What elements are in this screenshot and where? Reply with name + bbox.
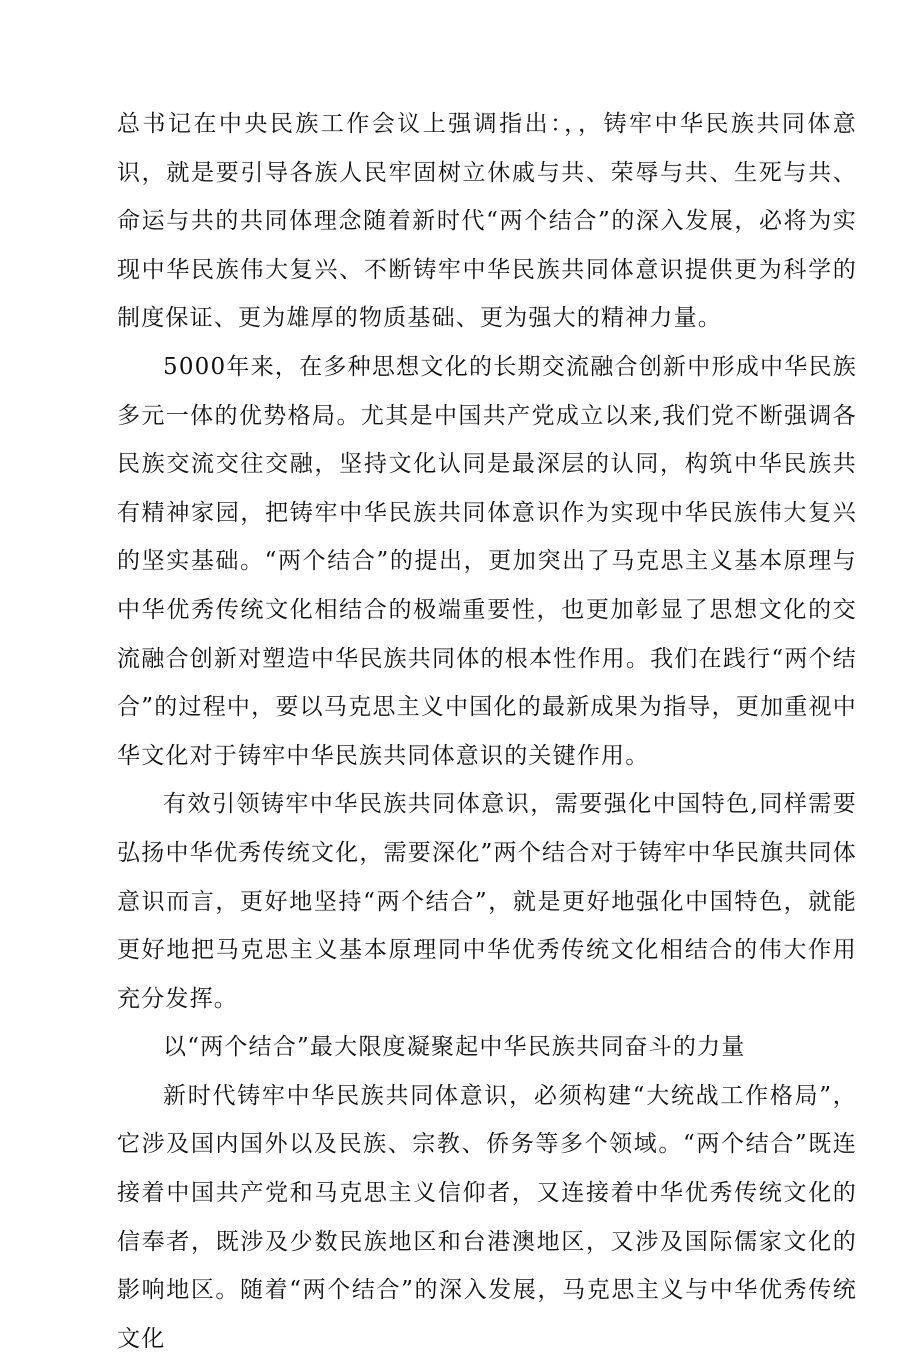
- paragraph-3: 有效引领铸牢中华民族共同体意识，需要强化中国特色,同样需要弘扬中华优秀传统文化，需要深化”两个结合对于铸牢中华民旗共同体意识而言，更好地坚持“两个结合”，就是更好地强化中国特色，就能更好地把马克思主义基本原理同中华优秀传统文化相结合的伟大作用充分发挥。: [117, 791, 857, 1012]
- section-heading: 以“两个结合”最大限度凝聚起中华民族共同奋斗的力量: [163, 1034, 746, 1061]
- document-body: [117, 100, 857, 1363]
- paragraph-2: 5000年来，在多种思想文化的长期交流融合创新中形成中华民族多元一体的优势格局。尤其是中国共产党成立以来,我们党不断强调各民族交流交往交融，坚持文化认同是最深层的认同，构筑中华民族共有精神家园，把铸牢中华民族共同体意识作为实现中华民族伟大复兴的坚实基础。“两个结合”的提出，更加突出了马克思主义基本原理与中华优秀传统文化相结合的极端重要性，也更加彰显了思想文化的交流融合创新对塑造中华民族共同体的根本性作用。我们在践行“两个结合”的过程中，要以马克思主义中国化的最新成果为指导，更加重视中华文化对于铸牢中华民族共同体意识的关键作用。: [117, 353, 857, 769]
- paragraph-4: 新时代铸牢中华民族共同体意识，必须构建“大统战工作格局”，它涉及国内国外以及民族、宗教、侨务等多个领域。“两个结合”既连接着中国共产党和马克思主义信仰者，又连接着中华优秀传统文化的信奉者，既涉及少数民族地区和台港澳地区，又涉及国际儒家文化的影响地区。随着“两个结合”的深入发展，马克思主义与中华优秀传统文化: [117, 1082, 857, 1352]
- paragraph-1: 总书记在中央民族工作会议上强调指出：，，铸牢中华民族共同体意识，就是要引导各族人民牢固树立休戚与共、荣辱与共、生死与共、命运与共的共同体理念随着新时代“两个结合”的深入发展，必将为实现中华民族伟大复兴、不断铸牢中华民族共同体意识提供更为科学的制度保证、更为雄厚的物质基础、更为强大的精神力量。: [117, 111, 857, 332]
